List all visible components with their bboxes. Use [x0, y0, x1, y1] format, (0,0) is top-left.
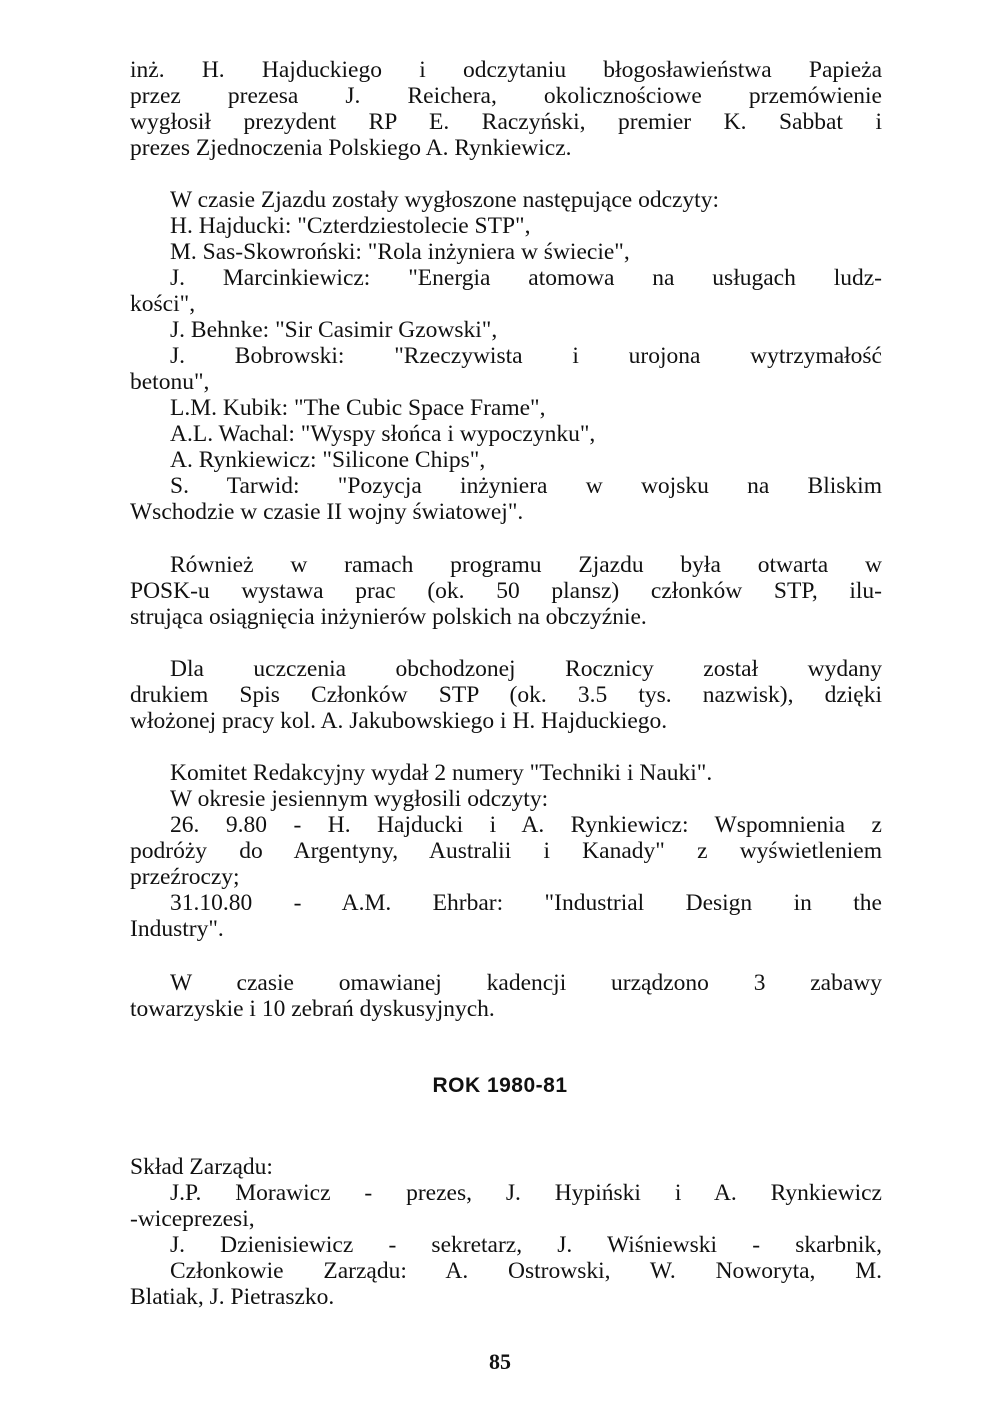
text-line: Blatiak, J. Pietraszko.	[130, 1284, 335, 1310]
text-line: A. Rynkiewicz: "Silicone Chips",	[170, 447, 486, 473]
text-line: J. Bobrowski: "Rzeczywista i urojona wytrzymałość	[170, 343, 882, 369]
text-line: H. Hajducki: "Czterdziestolecie STP",	[170, 213, 531, 239]
text-line: 26. 9.80 - H. Hajducki i A. Rynkiewicz: Wspomnienia z	[170, 812, 882, 838]
text-line: drukiem Spis Członków STP (ok. 3.5 tys. nazwisk), dzięki	[130, 682, 882, 708]
text-line: A.L. Wachal: "Wyspy słońca i wypoczynku",	[170, 421, 596, 447]
text-line: podróży do Argentyny, Australii i Kanady" z wyświetleniem	[130, 838, 882, 864]
text-line: Skład Zarządu:	[130, 1154, 273, 1180]
text-line: J. Dzienisiewicz - sekretarz, J. Wiśniewski - skarbnik,	[170, 1232, 882, 1258]
text-line: M. Sas-Skowroński: "Rola inżyniera w świecie",	[170, 239, 630, 265]
text-line: Również w ramach programu Zjazdu była otwarta w	[170, 552, 882, 578]
text-line: Komitet Redakcyjny wydał 2 numery "Techniki i Nauki".	[170, 760, 713, 786]
text-line: inż. H. Hajduckiego i odczytaniu błogosławieństwa Papieża	[130, 57, 882, 83]
text-line: przez prezesa J. Reichera, okolicznościowe przemówienie	[130, 83, 882, 109]
text-line: włożonej pracy kol. A. Jakubowskiego i H. Hajduckiego.	[130, 708, 668, 734]
text-line: strująca osiągnięcia inżynierów polskich na obczyźnie.	[130, 604, 647, 630]
text-line: Dla uczczenia obchodzonej Rocznicy został wydany	[170, 656, 882, 682]
page-number: 85	[489, 1349, 511, 1374]
text-line: towarzyskie i 10 zebrań dyskusyjnych.	[130, 996, 495, 1022]
text-line: L.M. Kubik: "The Cubic Space Frame",	[170, 395, 546, 421]
section-heading: ROK 1980-81	[432, 1074, 568, 1097]
text-line: S. Tarwid: "Pozycja inżyniera w wojsku na Bliskim	[170, 473, 882, 499]
text-line: J. Marcinkiewicz: "Energia atomowa na usługach ludz-	[170, 265, 882, 291]
text-line: J. Behnke: "Sir Casimir Gzowski",	[170, 317, 498, 343]
text-line: W czasie Zjazdu zostały wygłoszone następujące odczyty:	[170, 187, 719, 213]
text-line: Wschodzie w czasie II wojny światowej".	[130, 499, 524, 525]
text-line: 31.10.80 - A.M. Ehrbar: "Industrial Design in the	[170, 890, 882, 916]
text-line: kości",	[130, 291, 196, 317]
text-line: -wiceprezesi,	[130, 1206, 255, 1232]
text-line: przeźroczy;	[130, 864, 240, 890]
text-line: POSK-u wystawa prac (ok. 50 plansz) członków STP, ilu-	[130, 578, 882, 604]
text-line: betonu",	[130, 369, 210, 395]
text-line: W czasie omawianej kadencji urządzono 3 zabawy	[170, 970, 882, 996]
text-line: W okresie jesiennym wygłosili odczyty:	[170, 786, 549, 812]
text-line: wygłosił prezydent RP E. Raczyński, premier K. Sabbat i	[130, 109, 882, 135]
text-line: prezes Zjednoczenia Polskiego A. Rynkiewicz.	[130, 135, 572, 161]
text-line: Członkowie Zarządu: A. Ostrowski, W. Noworyta, M.	[170, 1258, 882, 1284]
text-line: Industry".	[130, 916, 224, 942]
text-line: J.P. Morawicz - prezes, J. Hypiński i A. Rynkiewicz	[170, 1180, 882, 1206]
